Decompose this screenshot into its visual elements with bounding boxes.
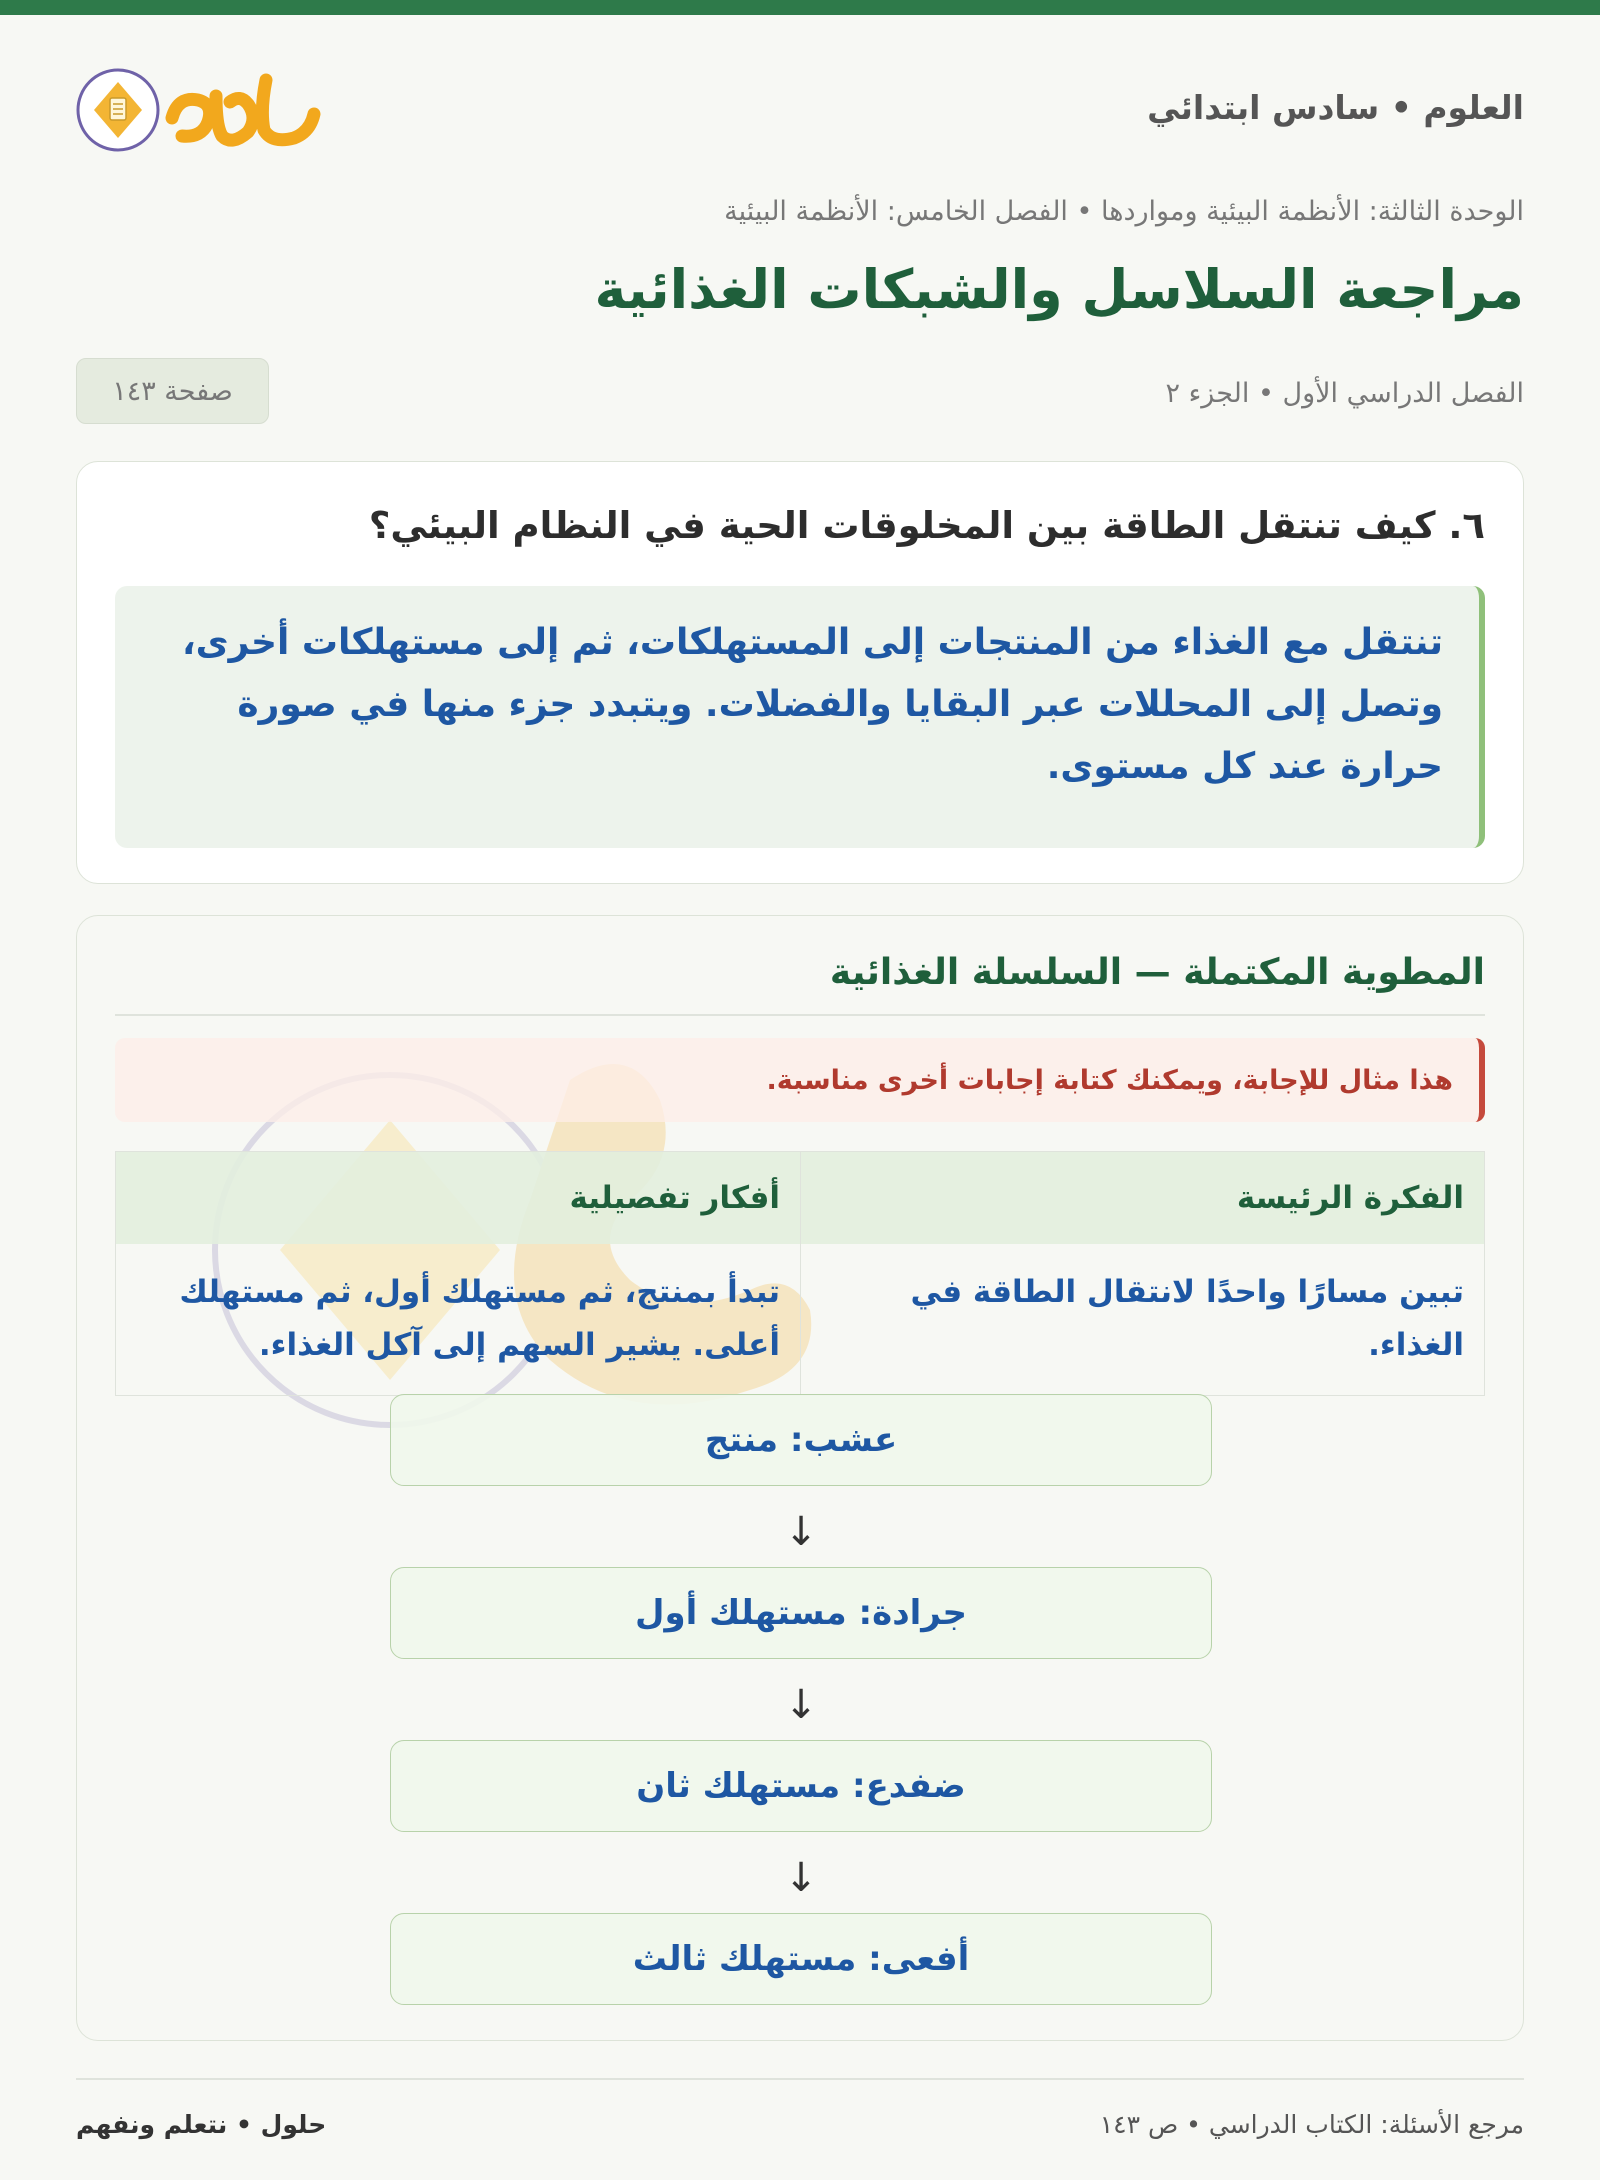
- foldable-table: [115, 1151, 1485, 1396]
- footer-divider: [76, 2078, 1524, 2080]
- footer-reference: مرجع الأسئلة: الكتاب الدراسي • ص ١٤٣: [1099, 2110, 1524, 2139]
- chain-node-producer: عشب: منتج: [390, 1394, 1212, 1486]
- down-arrow-icon: ↓: [784, 1855, 818, 1901]
- chain-node-third-consumer: أفعى: مستهلك ثالث: [390, 1913, 1212, 2005]
- answer-box: تنتقل مع الغذاء من المنتجات إلى المستهلكات، ثم إلى مستهلكات أخرى، وتصل إلى المحللات عبر البقايا والفضلات. ويتبدد جزء منها في صورة حرارة عند كل مستوى.: [115, 586, 1485, 848]
- down-arrow-icon: ↓: [784, 1682, 818, 1728]
- table-cell-details: تبدأ بمنتج، ثم مستهلك أول، ثم مستهلك أعلى. يشير السهم إلى آكل الغذاء.: [179, 1274, 780, 1364]
- question-card: [76, 461, 1524, 884]
- table-header-main-idea: الفكرة الرئيسة: [801, 1152, 1484, 1244]
- page-title: مراجعة السلاسل والشبكات الغذائية: [594, 258, 1524, 321]
- unit-chapter-line: الوحدة الثالثة: الأنظمة البيئية ومواردها • الفصل الخامس: الأنظمة البيئية: [724, 196, 1524, 227]
- hulul-logo[interactable]: [76, 58, 336, 162]
- main-idea-column: [800, 1152, 1484, 1395]
- page-number-badge: صفحة ١٤٣: [76, 358, 269, 424]
- example-note: هذا مثال للإجابة، ويمكنك كتابة إجابات أخرى مناسبة.: [115, 1038, 1485, 1122]
- footer-brand: حلول • نتعلم ونفهم: [76, 2110, 327, 2139]
- question-text: ٦. كيف تنتقل الطاقة بين المخلوقات الحية في النظام البيئي؟: [368, 504, 1485, 547]
- down-arrow-icon: ↓: [784, 1509, 818, 1555]
- foldable-card: [76, 915, 1524, 2041]
- details-column: [116, 1152, 800, 1395]
- section-divider: [115, 1014, 1485, 1016]
- subject-grade-label: العلوم • سادس ابتدائي: [1147, 88, 1524, 127]
- chain-node-first-consumer: جرادة: مستهلك أول: [390, 1567, 1212, 1659]
- page-header: [76, 58, 1524, 158]
- table-header-details: أفكار تفصيلية: [116, 1152, 800, 1244]
- chain-node-second-consumer: ضفدع: مستهلك ثان: [390, 1740, 1212, 1832]
- top-accent-bar: [0, 0, 1600, 15]
- table-cell-main-idea: تبين مسارًا واحدًا لانتقال الطاقة في الغذاء.: [910, 1274, 1464, 1364]
- term-part-line: الفصل الدراسي الأول • الجزء ٢: [1165, 378, 1524, 409]
- foldable-title: المطوية المكتملة — السلسلة الغذائية: [829, 952, 1485, 993]
